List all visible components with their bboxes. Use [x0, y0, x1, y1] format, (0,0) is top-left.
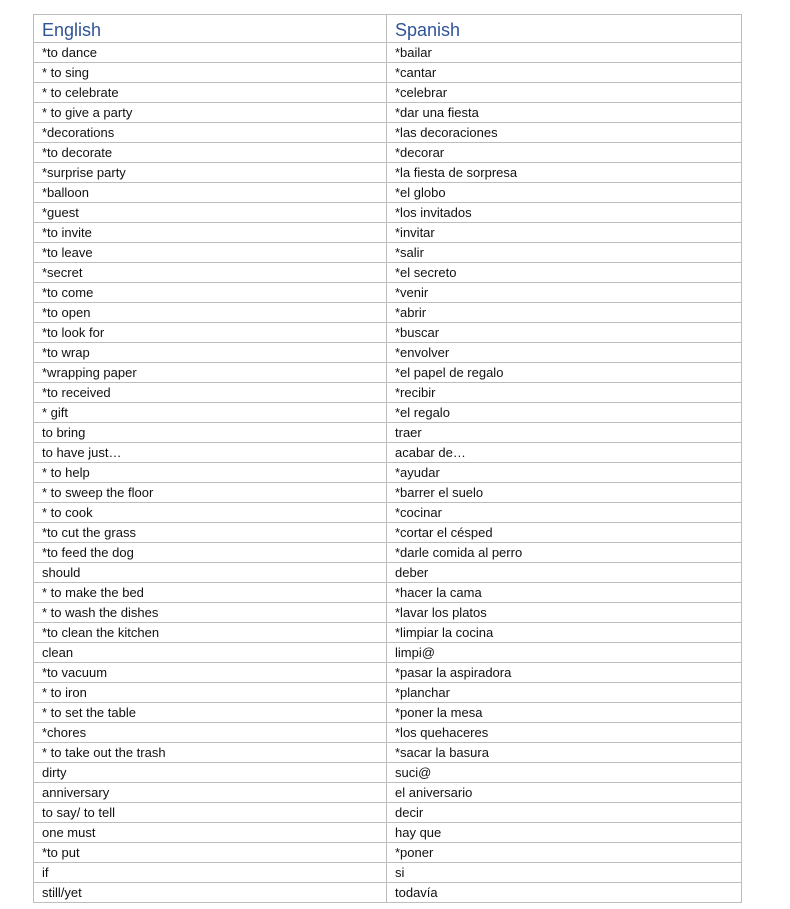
- spanish-cell: *cantar: [387, 63, 742, 83]
- english-cell: *guest: [34, 203, 387, 223]
- vocabulary-body: [34, 43, 742, 903]
- english-cell: * to set the table: [34, 703, 387, 723]
- table-row: [34, 683, 742, 703]
- english-cell: *to open: [34, 303, 387, 323]
- table-row: [34, 223, 742, 243]
- english-cell: * to help: [34, 463, 387, 483]
- spanish-cell: *barrer el suelo: [387, 483, 742, 503]
- spanish-cell: *envolver: [387, 343, 742, 363]
- english-cell: if: [34, 863, 387, 883]
- spanish-cell: *el regalo: [387, 403, 742, 423]
- table-row: [34, 663, 742, 683]
- table-row: [34, 483, 742, 503]
- english-cell: *to clean the kitchen: [34, 623, 387, 643]
- english-cell: * to make the bed: [34, 583, 387, 603]
- spanish-cell: si: [387, 863, 742, 883]
- table-row: [34, 723, 742, 743]
- table-row: [34, 123, 742, 143]
- table-row: [34, 763, 742, 783]
- english-cell: *to cut the grass: [34, 523, 387, 543]
- english-cell: *balloon: [34, 183, 387, 203]
- spanish-cell: *bailar: [387, 43, 742, 63]
- table-row: [34, 823, 742, 843]
- spanish-cell: *lavar los platos: [387, 603, 742, 623]
- english-cell: clean: [34, 643, 387, 663]
- spanish-cell: *invitar: [387, 223, 742, 243]
- english-cell: * to take out the trash: [34, 743, 387, 763]
- spanish-cell: decir: [387, 803, 742, 823]
- english-cell: *to come: [34, 283, 387, 303]
- spanish-cell: *venir: [387, 283, 742, 303]
- header-row: [34, 15, 742, 43]
- spanish-cell: limpi@: [387, 643, 742, 663]
- spanish-cell: *el papel de regalo: [387, 363, 742, 383]
- spanish-cell: *poner la mesa: [387, 703, 742, 723]
- english-cell: to have just…: [34, 443, 387, 463]
- english-cell: *to put: [34, 843, 387, 863]
- english-cell: * to sing: [34, 63, 387, 83]
- table-row: [34, 863, 742, 883]
- spanish-cell: *dar una fiesta: [387, 103, 742, 123]
- english-cell: *secret: [34, 263, 387, 283]
- english-cell: *to leave: [34, 243, 387, 263]
- english-cell: *to received: [34, 383, 387, 403]
- english-cell: *wrapping paper: [34, 363, 387, 383]
- table-row: [34, 803, 742, 823]
- english-cell: dirty: [34, 763, 387, 783]
- table-row: [34, 203, 742, 223]
- english-cell: *to decorate: [34, 143, 387, 163]
- spanish-cell: *planchar: [387, 683, 742, 703]
- spanish-cell: deber: [387, 563, 742, 583]
- spanish-cell: hay que: [387, 823, 742, 843]
- english-cell: * to wash the dishes: [34, 603, 387, 623]
- spanish-cell: *hacer la cama: [387, 583, 742, 603]
- table-row: [34, 563, 742, 583]
- vocabulary-table: [33, 14, 742, 903]
- spanish-cell: *la fiesta de sorpresa: [387, 163, 742, 183]
- spanish-cell: *las decoraciones: [387, 123, 742, 143]
- english-cell: to say/ to tell: [34, 803, 387, 823]
- table-row: [34, 463, 742, 483]
- table-row: [34, 523, 742, 543]
- spanish-cell: *pasar la aspiradora: [387, 663, 742, 683]
- english-cell: one must: [34, 823, 387, 843]
- table-row: [34, 323, 742, 343]
- english-cell: * to sweep the floor: [34, 483, 387, 503]
- spanish-cell: *los invitados: [387, 203, 742, 223]
- spanish-cell: *recibir: [387, 383, 742, 403]
- table-row: [34, 703, 742, 723]
- spanish-cell: *darle comida al perro: [387, 543, 742, 563]
- english-cell: * gift: [34, 403, 387, 423]
- table-row: [34, 603, 742, 623]
- table-row: [34, 183, 742, 203]
- english-cell: * to celebrate: [34, 83, 387, 103]
- english-cell: to bring: [34, 423, 387, 443]
- table-row: [34, 263, 742, 283]
- spanish-cell: *celebrar: [387, 83, 742, 103]
- table-row: [34, 383, 742, 403]
- table-row: [34, 623, 742, 643]
- english-cell: *decorations: [34, 123, 387, 143]
- english-cell: *surprise party: [34, 163, 387, 183]
- table-row: [34, 843, 742, 863]
- spanish-cell: traer: [387, 423, 742, 443]
- table-row: [34, 103, 742, 123]
- table-row: [34, 63, 742, 83]
- spanish-cell: acabar de…: [387, 443, 742, 463]
- english-cell: *chores: [34, 723, 387, 743]
- english-cell: *to invite: [34, 223, 387, 243]
- table-row: [34, 443, 742, 463]
- english-cell: *to vacuum: [34, 663, 387, 683]
- spanish-cell: *el secreto: [387, 263, 742, 283]
- table-row: [34, 743, 742, 763]
- spanish-cell: *ayudar: [387, 463, 742, 483]
- table-row: [34, 143, 742, 163]
- table-row: [34, 643, 742, 663]
- spanish-cell: *buscar: [387, 323, 742, 343]
- english-cell: *to look for: [34, 323, 387, 343]
- table-row: [34, 503, 742, 523]
- table-row: [34, 403, 742, 423]
- spanish-cell: *salir: [387, 243, 742, 263]
- spanish-cell: *los quehaceres: [387, 723, 742, 743]
- header-english: English: [34, 15, 387, 43]
- table-row: [34, 343, 742, 363]
- table-row: [34, 303, 742, 323]
- table-row: [34, 163, 742, 183]
- spanish-cell: *limpiar la cocina: [387, 623, 742, 643]
- table-row: [34, 43, 742, 63]
- spanish-cell: *el globo: [387, 183, 742, 203]
- spanish-cell: *decorar: [387, 143, 742, 163]
- table-row: [34, 543, 742, 563]
- english-cell: *to feed the dog: [34, 543, 387, 563]
- table-row: [34, 783, 742, 803]
- table-row: [34, 883, 742, 903]
- spanish-cell: *poner: [387, 843, 742, 863]
- spanish-cell: suci@: [387, 763, 742, 783]
- english-cell: * to cook: [34, 503, 387, 523]
- english-cell: anniversary: [34, 783, 387, 803]
- header-spanish: Spanish: [387, 15, 742, 43]
- spanish-cell: *abrir: [387, 303, 742, 323]
- english-cell: *to dance: [34, 43, 387, 63]
- english-cell: * to iron: [34, 683, 387, 703]
- table-row: [34, 283, 742, 303]
- spanish-cell: *sacar la basura: [387, 743, 742, 763]
- english-cell: still/yet: [34, 883, 387, 903]
- table-row: [34, 363, 742, 383]
- english-cell: *to wrap: [34, 343, 387, 363]
- spanish-cell: todavía: [387, 883, 742, 903]
- table-row: [34, 583, 742, 603]
- spanish-cell: *cocinar: [387, 503, 742, 523]
- table-row: [34, 243, 742, 263]
- spanish-cell: el aniversario: [387, 783, 742, 803]
- table-row: [34, 423, 742, 443]
- english-cell: * to give a party: [34, 103, 387, 123]
- english-cell: should: [34, 563, 387, 583]
- spanish-cell: *cortar el césped: [387, 523, 742, 543]
- table-row: [34, 83, 742, 103]
